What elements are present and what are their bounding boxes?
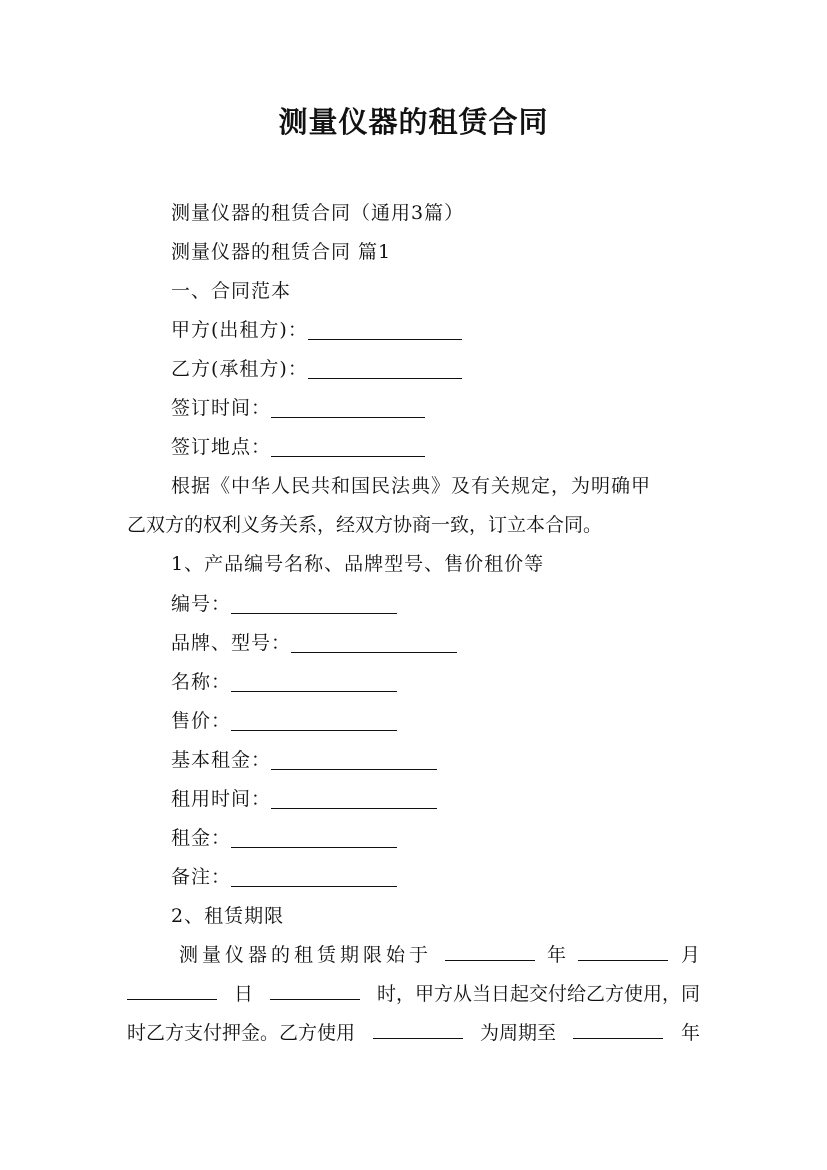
day-label: 日: [233, 983, 253, 1005]
part-heading: 测量仪器的租赁合同 篇1: [171, 241, 392, 263]
cycle-text: 为周期至: [479, 1022, 556, 1044]
sign-place-label: 签订地点：: [171, 436, 272, 458]
field-price-row: [171, 706, 397, 733]
field-rent-period-blank: [271, 789, 437, 809]
start-hour-blank: [270, 980, 360, 1000]
period-line-3: [127, 1018, 700, 1045]
field-brand-row: [171, 628, 457, 655]
clause2-heading: 2、租赁期限: [171, 905, 285, 927]
field-remarks-label: 备注：: [171, 866, 232, 888]
field-base-rent-row: [171, 745, 437, 772]
year-label: 年: [546, 944, 566, 966]
section-heading: 一、合同范本: [171, 280, 292, 302]
usage-text: 时乙方支付押金。乙方使用: [127, 1022, 356, 1044]
field-remarks-row: [171, 862, 397, 889]
period-start-text: 测量仪器的租赁期限始于: [179, 944, 433, 966]
start-year-blank: [445, 941, 535, 961]
party-a-label: 甲方(出租方)：: [171, 319, 308, 341]
party-a-blank: [308, 320, 462, 340]
sign-time-label: 签订时间：: [171, 397, 272, 419]
party-b-label: 乙方(承租方)：: [171, 358, 308, 380]
field-price-label: 售价：: [171, 710, 232, 732]
period-line-1: [179, 940, 700, 967]
intro-line-1: 根据《中华人民共和国民法典》及有关规定，为明确甲: [171, 475, 652, 497]
intro-line-2: 乙双方的权利义务关系，经双方协商一致，订立本合同。: [127, 514, 603, 536]
month-label: 月: [680, 944, 700, 966]
hour-text: 时，甲方从当日起交付给乙方使用，同: [376, 983, 700, 1005]
start-month-blank: [578, 941, 668, 961]
field-number-blank: [231, 594, 397, 614]
end-year-label: 年: [680, 1022, 700, 1044]
document-title: 测量仪器的租赁合同: [278, 105, 549, 139]
field-brand-label: 品牌、型号：: [171, 632, 292, 654]
sign-time-blank: [271, 398, 425, 418]
field-brand-blank: [291, 633, 457, 653]
field-rent-row: [171, 823, 397, 850]
field-remarks-blank: [231, 867, 397, 887]
sign-place-row: [171, 432, 425, 459]
field-name-row: [171, 667, 397, 694]
sign-place-blank: [271, 437, 425, 457]
field-number-label: 编号：: [171, 593, 232, 615]
field-name-label: 名称：: [171, 671, 232, 693]
party-b-blank: [308, 359, 462, 379]
party-b-row: [171, 354, 462, 381]
period-line-2: [127, 979, 700, 1006]
field-name-blank: [231, 672, 397, 692]
subtitle: 测量仪器的租赁合同（通用3篇）: [171, 202, 465, 224]
field-rent-period-row: [171, 784, 437, 811]
field-rent-blank: [231, 828, 397, 848]
end-year-blank: [573, 1019, 663, 1039]
party-a-row: [171, 315, 462, 342]
usage-blank: [373, 1019, 463, 1039]
sign-time-row: [171, 393, 425, 420]
field-price-blank: [231, 711, 397, 731]
field-rent-period-label: 租用时间：: [171, 788, 272, 810]
clause1-heading: 1、产品编号名称、品牌型号、售价租价等: [171, 553, 545, 575]
start-day-blank: [127, 980, 217, 1000]
field-rent-label: 租金：: [171, 827, 232, 849]
field-number-row: [171, 589, 397, 616]
field-base-rent-blank: [271, 750, 437, 770]
field-base-rent-label: 基本租金：: [171, 749, 272, 771]
